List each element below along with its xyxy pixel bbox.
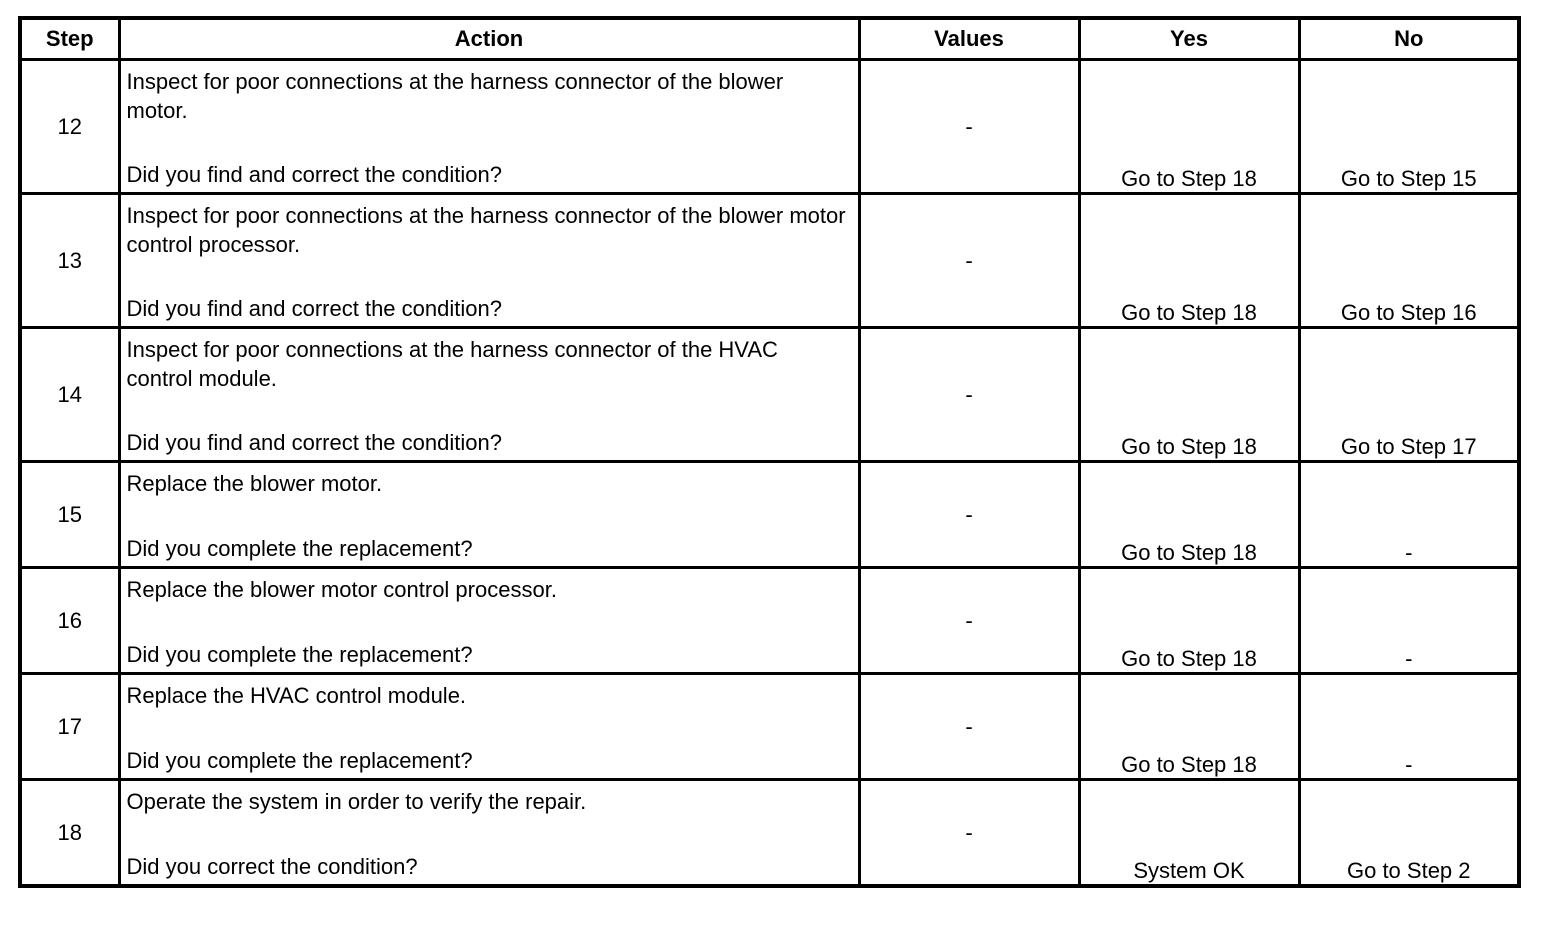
table-row — [20, 328, 1519, 462]
table-row — [20, 194, 1519, 328]
action-instruction: Operate the system in order to verify the repair. — [126, 789, 587, 814]
diagnostic-table — [18, 16, 1521, 888]
step-number: 17 — [20, 674, 119, 780]
step-number: 15 — [20, 462, 119, 568]
action-instruction: Replace the blower motor. — [126, 471, 383, 496]
header-values: Values — [859, 18, 1079, 60]
step-number: 16 — [20, 568, 119, 674]
step-number: 12 — [20, 60, 119, 194]
yes-outcome: Go to Step 18 — [1079, 674, 1299, 780]
values-cell: - — [859, 780, 1079, 887]
action-cell — [119, 462, 859, 568]
no-outcome: - — [1299, 462, 1519, 568]
action-cell — [119, 328, 859, 462]
table-row — [20, 568, 1519, 674]
action-question: Did you find and correct the condition? — [126, 430, 502, 455]
no-outcome: Go to Step 17 — [1299, 328, 1519, 462]
action-cell — [119, 60, 859, 194]
no-outcome: Go to Step 2 — [1299, 780, 1519, 887]
step-number: 13 — [20, 194, 119, 328]
action-cell — [119, 568, 859, 674]
yes-outcome: Go to Step 18 — [1079, 462, 1299, 568]
yes-outcome: System OK — [1079, 780, 1299, 887]
action-cell — [119, 194, 859, 328]
action-instruction: Inspect for poor connections at the harness connector of the blower motor control processor. — [126, 203, 846, 257]
step-number: 14 — [20, 328, 119, 462]
values-cell: - — [859, 60, 1079, 194]
no-outcome: Go to Step 16 — [1299, 194, 1519, 328]
yes-outcome: Go to Step 18 — [1079, 328, 1299, 462]
values-cell: - — [859, 328, 1079, 462]
table-row — [20, 60, 1519, 194]
action-instruction: Replace the blower motor control processor. — [126, 577, 557, 602]
no-outcome: - — [1299, 674, 1519, 780]
header-row — [20, 18, 1519, 60]
header-yes: Yes — [1079, 18, 1299, 60]
step-number: 18 — [20, 780, 119, 887]
values-cell: - — [859, 462, 1079, 568]
table-row — [20, 674, 1519, 780]
action-instruction: Replace the HVAC control module. — [126, 683, 467, 708]
action-question: Did you complete the replacement? — [126, 536, 473, 561]
header-step: Step — [20, 18, 119, 60]
action-question: Did you find and correct the condition? — [126, 162, 502, 187]
yes-outcome: Go to Step 18 — [1079, 568, 1299, 674]
table-row — [20, 780, 1519, 887]
values-cell: - — [859, 194, 1079, 328]
yes-outcome: Go to Step 18 — [1079, 60, 1299, 194]
action-question: Did you complete the replacement? — [126, 748, 473, 773]
header-no: No — [1299, 18, 1519, 60]
action-instruction: Inspect for poor connections at the harness connector of the HVAC control module. — [126, 337, 778, 391]
action-instruction: Inspect for poor connections at the harness connector of the blower motor. — [126, 69, 784, 123]
action-question: Did you complete the replacement? — [126, 642, 473, 667]
header-action: Action — [119, 18, 859, 60]
values-cell: - — [859, 568, 1079, 674]
action-cell — [119, 674, 859, 780]
action-cell — [119, 780, 859, 887]
action-question: Did you correct the condition? — [126, 854, 418, 879]
no-outcome: - — [1299, 568, 1519, 674]
table-row — [20, 462, 1519, 568]
action-question: Did you find and correct the condition? — [126, 296, 502, 321]
values-cell: - — [859, 674, 1079, 780]
no-outcome: Go to Step 15 — [1299, 60, 1519, 194]
yes-outcome: Go to Step 18 — [1079, 194, 1299, 328]
